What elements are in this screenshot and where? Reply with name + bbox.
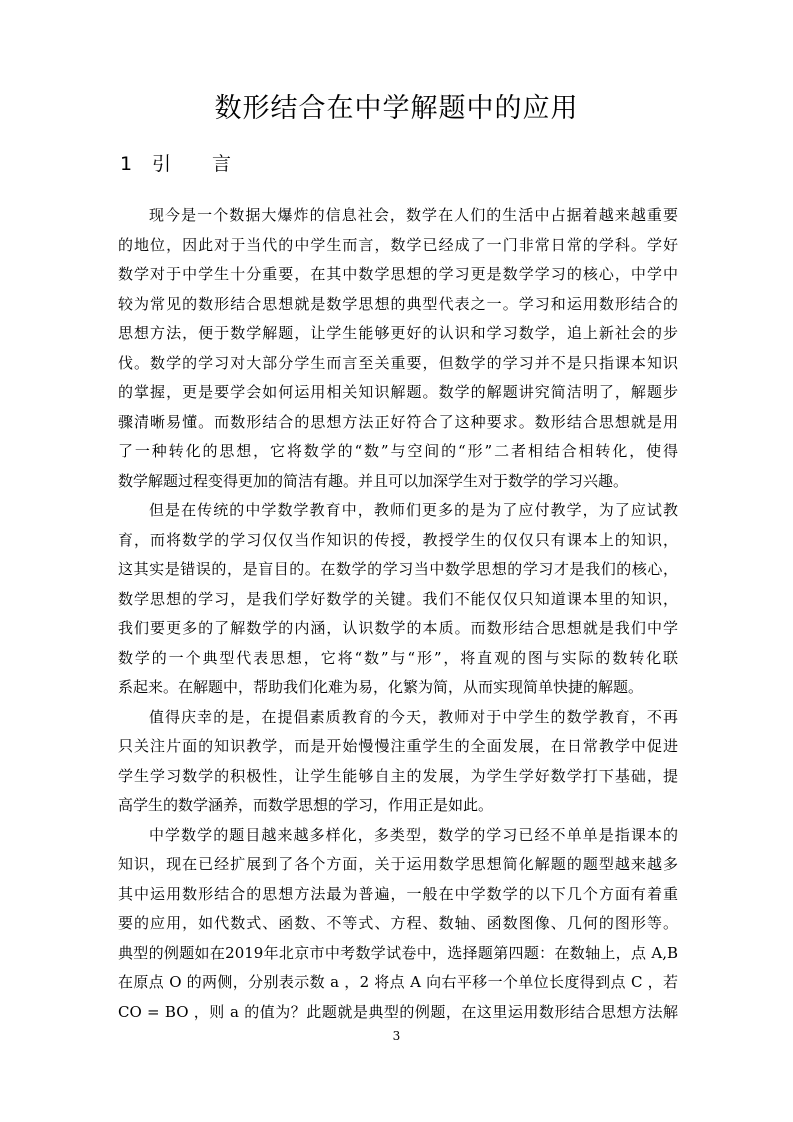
text-line: 较为常见的数形结合思想就是数学思想的典型代表之一。学习和运用数形结合的 bbox=[118, 294, 678, 313]
body-text bbox=[118, 201, 678, 1027]
section-title-char-1: 引 bbox=[152, 153, 172, 175]
text-line: 数学思想的学习，是我们学好数学的关键。我们不能仅仅只知道课本里的知识， bbox=[118, 589, 678, 608]
page-title: 数形结合在中学解题中的应用 bbox=[214, 93, 579, 124]
text-line: 思想方法，便于数学解题，让学生能够更好的认识和学习数学，追上新社会的步 bbox=[118, 324, 678, 342]
text-line: 系起来。在解题中，帮助我们化难为易，化繁为简，从而实现简单快捷的解题。 bbox=[118, 678, 644, 696]
text-line: 要的应用，如代数式、函数、不等式、方程、数轴、函数图像、几何的图形等。 bbox=[118, 914, 678, 932]
text-line: 伐。数学的学习对大部分学生而言至关重要，但数学的学习并不是只指课本知识 bbox=[118, 353, 678, 372]
text-line: 育，而将数学的学习仅仅当作知识的传授，教授学生的仅仅只有课本上的知识， bbox=[118, 530, 678, 549]
text-line: 知识，现在已经扩展到了各个方面，关于运用数学思想简化解题的题型越来越多 bbox=[118, 855, 678, 873]
section-number: 1 bbox=[120, 153, 133, 175]
text-line: 高学生的数学涵养，而数学思想的学习，作用正是如此。 bbox=[118, 796, 494, 814]
text-line: 这其实是错误的，是盲目的。在数学的学习当中数学思想的学习才是我们的核心， bbox=[118, 560, 678, 578]
text-line: 典型的例题如在2019年北京市中考数学试卷中，选择题第四题：在数轴上，点 A,B bbox=[118, 943, 678, 962]
text-line: 只关注片面的知识教学，而是开始慢慢注重学生的全面发展，在日常教学中促进 bbox=[118, 737, 678, 755]
text-line: 我们要更多的了解数学的内涵，认识数学的本质。而数形结合思想就是我们中学 bbox=[118, 619, 678, 637]
paragraph-4 bbox=[118, 821, 678, 1028]
text-line: 数学对于中学生十分重要，在其中数学思想的学习更是数学学习的核心，中学中 bbox=[118, 265, 678, 283]
page-number: 3 bbox=[392, 1029, 401, 1043]
text-line: 但是在传统的中学数学教育中，教师们更多的是为了应付教学，为了应试教 bbox=[149, 501, 678, 519]
paragraph-2 bbox=[118, 496, 678, 703]
section-title-char-2: 言 bbox=[212, 153, 232, 175]
paragraph-3 bbox=[118, 703, 678, 821]
text-line: CO = BO ，则 a 的值为？此题就是典型的例题，在这里运用数形结合思想方法解 bbox=[118, 1002, 678, 1021]
text-line: 数学的一个典型代表思想，它将“数”与“形”，将直观的图与实际的数转化联 bbox=[118, 648, 678, 667]
text-line: 了一种转化的思想，它将数学的“数”与空间的“形”二者相结合相转化，使得 bbox=[118, 442, 678, 460]
text-line: 的掌握，更是要学会如何运用相关知识解题。数学的解题讲究简洁明了，解题步 bbox=[118, 383, 678, 401]
text-line: 骤清晰易懂。而数形结合的思想方法正好符合了这种要求。数形结合思想就是用 bbox=[118, 412, 678, 431]
text-line: 数学解题过程变得更加的简洁有趣。并且可以加深学生对于数学的学习兴趣。 bbox=[118, 471, 629, 490]
text-line: 学生学习数学的积极性，让学生能够自主的发展，为学生学好数学打下基础，提 bbox=[118, 766, 678, 785]
section-heading bbox=[120, 150, 231, 178]
text-line: 在原点 O 的两侧，分别表示数 a ，2 将点 A 向右平移一个单位长度得到点 C ，若 bbox=[118, 973, 678, 991]
text-line: 中学数学的题目越来越多样化，多类型，数学的学习已经不单单是指课本的 bbox=[149, 825, 678, 844]
text-line: 值得庆幸的是，在提倡素质教育的今天，教师对于中学生的数学教育，不再 bbox=[149, 707, 678, 726]
text-line: 的地位，因此对于当代的中学生而言，数学已经成了一门非常日常的学科。学好 bbox=[118, 235, 678, 254]
text-line: 现今是一个数据大爆炸的信息社会，数学在人们的生活中占据着越来越重要 bbox=[149, 206, 678, 224]
paragraph-1 bbox=[118, 201, 678, 496]
text-line: 其中运用数形结合的思想方法最为普遍，一般在中学数学的以下几个方面有着重 bbox=[118, 884, 678, 903]
